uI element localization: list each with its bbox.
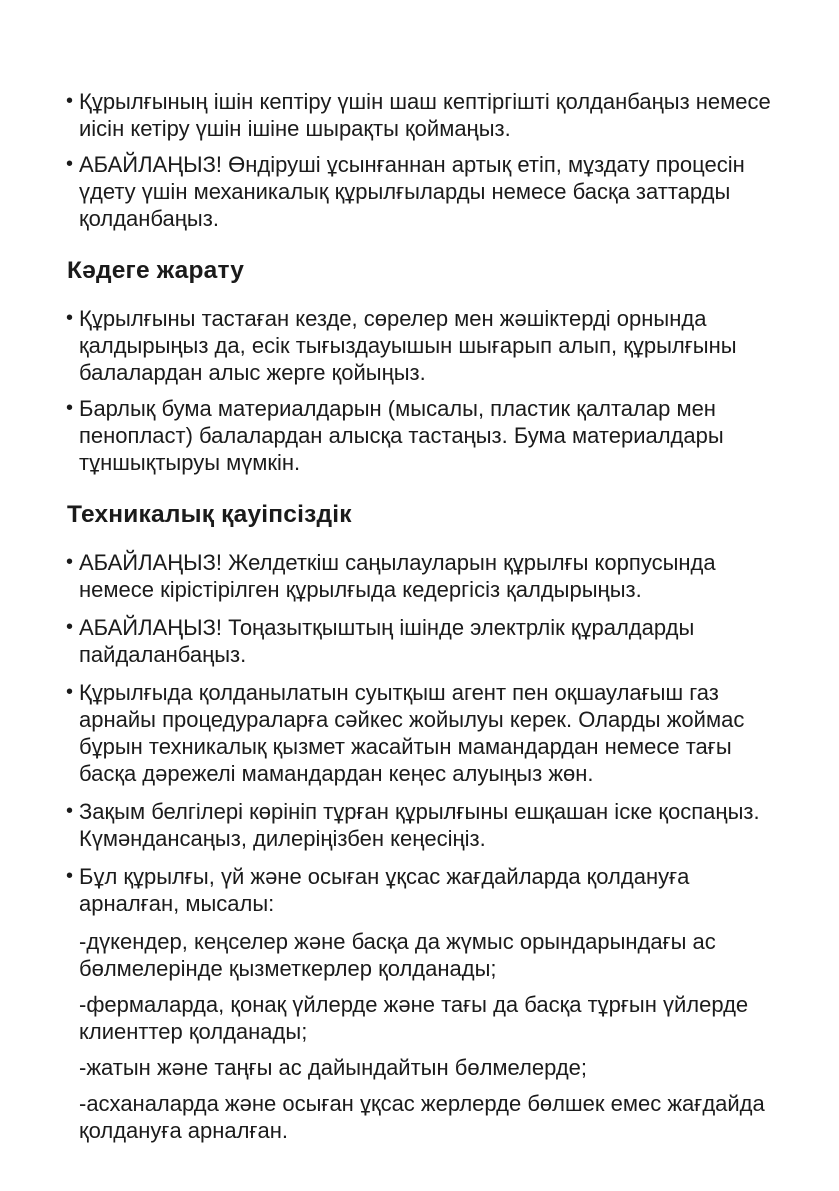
section-heading-disposal: Кәдеге жарату [67,257,245,284]
bullet-text: Барлық бума материалдарын (мысалы, пластик қалталар мен пенопласт) балалардан алысқа тастаңыз. Бума материалдары тұншықтыруы мүмкін. [79,396,724,475]
list-item [66,549,772,603]
section-warnings [66,88,772,232]
bullet-text: Құрылғының ішін кептіру үшін шаш кептіргішті қолданбаңыз немесе иісін кетіру үшін ішіне шырақты қоймаңыз. [79,89,771,141]
sub-list-item: -асханаларда және осыған ұқсас жерлерде бөлшек емес жағдайда қолдануға арналған. [79,1091,765,1143]
bullet-icon: • [66,681,74,703]
bullet-text: АБАЙЛАҢЫЗ! Желдеткіш саңылауларын құрылғы корпусында немесе кірістірілген құрылғыда кедергісіз қалдырыңыз. [79,550,716,602]
bullet-text: АБАЙЛАҢЫЗ! Өндіруші ұсынғаннан артық етіп, мұздату процесін үдету үшін механикалық құрылғыларды немесе басқа заттарды қолданбаңыз. [79,152,745,231]
bullet-icon: • [66,800,74,822]
bullet-icon: • [66,153,74,175]
bullet-text: Құрылғыда қолданылатын суытқыш агент пен оқшаулағыш газ арнайы процедураларға сәйкес жойылуы керек. Оларды жоймас бұрын техникалық қызмет жасайтын мамандардан немесе тағы басқа дәрежелі мамандардан кеңес алуыңыз жөн. [79,680,745,786]
section-disposal [66,256,772,476]
section-heading-technical-safety: Техникалық қауіпсіздік [67,501,352,528]
list-item [66,679,772,787]
sub-list-item: -жатын және таңғы ас дайындайтын бөлмелерде; [79,1055,588,1080]
sub-list-item: -фермаларда, қонақ үйлерде және тағы да басқа тұрғын үйлерде клиенттер қолданады; [79,992,749,1044]
sub-list-item: -дүкендер, кеңселер және басқа да жүмыс орындарындағы ас бөлмелерінде қызметкерлер қолданады; [79,929,716,981]
list-item [66,863,772,917]
section-technical-safety [66,500,772,1144]
bullet-text: Зақым белгілері көрініп тұрған құрылғыны ешқашан іске қоспаңыз. Күмәндансаңыз, дилеріңізбен кеңесіңіз. [79,799,760,851]
bullet-text: АБАЙЛАҢЫЗ! Тоңазытқыштың ішінде электрлік құралдарды пайдаланбаңыз. [79,615,695,667]
bullet-icon: • [66,865,74,887]
list-item [66,88,772,142]
list-item [66,305,772,386]
list-item [66,798,772,852]
bullet-icon: • [66,616,74,638]
page-content [66,88,772,1144]
bullet-icon: • [66,551,74,573]
bullet-text: Құрылғыны тастаған кезде, сөрелер мен жәшіктерді орнында қалдырыңыз да, есік тығыздауышын шығарып алып, құрылғыны балалардан алыс жерге қойыңыз. [79,306,737,385]
list-item [66,395,772,476]
bullet-icon: • [66,307,74,329]
list-item [66,151,772,232]
bullet-text: Бұл құрылғы, үй және осыған ұқсас жағдайларда қолдануға арналған, мысалы: [79,864,690,916]
bullet-icon: • [66,90,74,112]
list-item [66,614,772,668]
bullet-icon: • [66,397,74,419]
